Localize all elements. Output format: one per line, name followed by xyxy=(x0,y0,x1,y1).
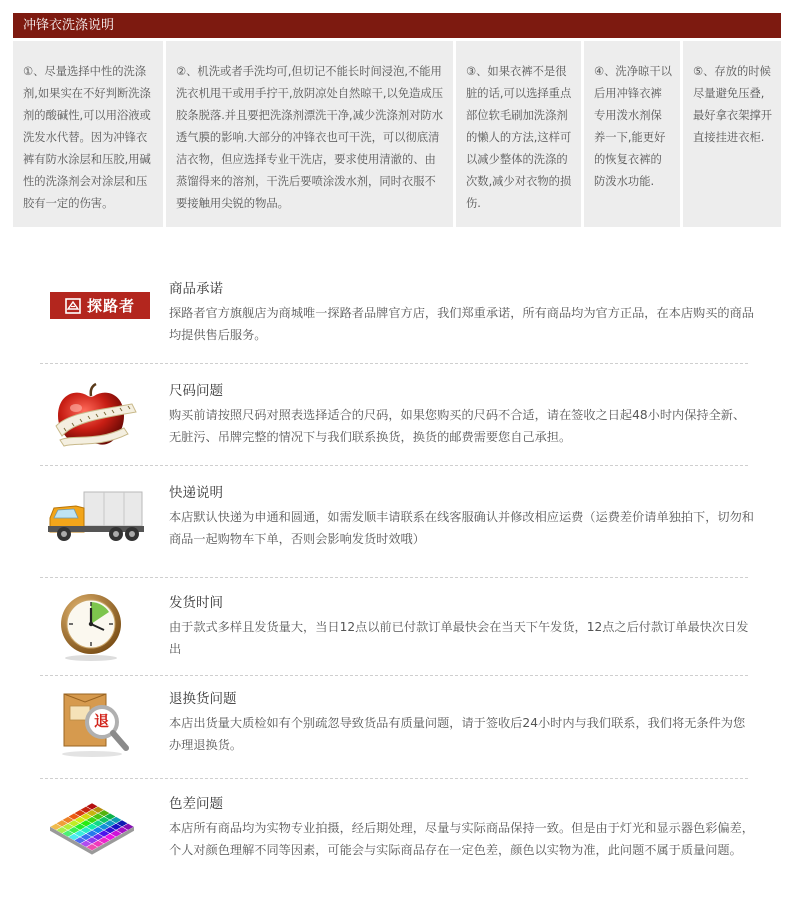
service-description: 由于款式多样且发货量大，当日12点以前已付款订单最快会在当天下午发货，12点之后付款订单最快次日发出 xyxy=(169,620,749,656)
service-color-difference xyxy=(0,795,790,885)
color-palette-icon xyxy=(40,795,150,865)
divider xyxy=(40,778,748,779)
service-description: 本店默认快递为申通和圆通，如需发顺丰请联系在线客服确认并修改相应运费（运费差价请单独拍下，切勿和商品一起购物车下单，否则会影响发货时效哦） xyxy=(169,510,754,546)
brand-text: 探路者 xyxy=(86,297,135,315)
return-char: 退 xyxy=(94,712,110,730)
service-description: 购买前请按照尺码对照表选择适合的尺码，如果您购买的尺码不合适，请在签收之日起48小时内保持全新、无脏污、吊牌完整的情况下与我们联系换货，换货的邮费需要您自己承担。 xyxy=(169,408,746,444)
wash-instructions-table xyxy=(13,41,781,227)
wash-instruction-5: ⑤、存放的时候尽量避免压叠,最好拿衣架撑开直接挂进衣柜. xyxy=(683,41,781,227)
service-title: 尺码问题 xyxy=(169,383,223,399)
brand-logo-icon xyxy=(40,280,150,350)
wash-instruction-1: ①、尽量选择中性的洗涤剂,如果实在不好判断洗涤剂的酸碱性,可以用浴液或洗发水代替。因为冲锋衣裤有防水涂层和压胶,用碱性的洗涤剂会对涂层和压胶有一定的伤害。 xyxy=(13,41,163,227)
service-promise xyxy=(0,280,790,370)
service-title: 发货时间 xyxy=(169,595,223,611)
wash-instruction-2: ②、机洗或者手洗均可,但切记不能长时间浸泡,不能用洗衣机甩干或用手拧干,放阴凉处自然晾干,以免造成压胶条脱落.并且要把洗涤剂漂洗干净,减少洗涤剂对防水透气膜的影响.大部分的冲锋衣也可干洗，可以彻底清洁衣物，但应选择专业干洗店，要求使用清澈的、由蒸馏得来的溶剂，干洗后要喷涂泼水剂，同时衣服不要接触用尖锐的物品。 xyxy=(166,41,453,227)
service-shipping-time xyxy=(0,594,790,684)
wash-title: 冲锋衣洗涤说明 xyxy=(13,13,781,38)
service-title: 商品承诺 xyxy=(169,281,223,297)
divider xyxy=(40,577,748,578)
divider xyxy=(40,675,748,676)
apple-tape-measure-icon xyxy=(40,382,150,452)
service-title: 色差问题 xyxy=(169,796,223,812)
divider xyxy=(40,465,748,466)
divider xyxy=(40,363,748,364)
brand-mark-icon xyxy=(65,298,81,314)
wash-instruction-3: ③、如果衣裤不是很脏的话,可以选择重点部位软毛刷加洗涤剂的懒人的方法,这样可以减少整体的洗涤的次数,减少对衣物的损伤. xyxy=(456,41,581,227)
service-description: 本店出货量大质检如有个别疏忽导致货品有质量问题，请于签收后24小时内与我们联系，我们将无条件为您办理退换货。 xyxy=(169,716,746,752)
service-title: 退换货问题 xyxy=(169,691,237,707)
service-description: 本店所有商品均为实物专业拍摄，经后期处理，尽量与实际商品保持一致。但是由于灯光和显示器色彩偏差，个人对颜色理解不同等因素，可能会与实际商品存在一定色差，颜色以实物为准，此问题不属于质量问题。 xyxy=(169,821,754,857)
service-title: 快递说明 xyxy=(169,485,223,501)
delivery-truck-icon xyxy=(40,484,150,554)
clock-icon xyxy=(40,594,150,664)
wash-instruction-4: ④、洗净晾干以后用冲锋衣裤专用泼水剂保养一下,能更好的恢复衣裤的防泼水功能. xyxy=(584,41,680,227)
service-size xyxy=(0,382,790,472)
service-returns xyxy=(0,690,790,780)
service-description: 探路者官方旗舰店为商城唯一探路者品牌官方店，我们郑重承诺，所有商品均为官方正品，在本店购买的商品均提供售后服务。 xyxy=(169,306,754,342)
service-delivery xyxy=(0,484,790,574)
return-package-icon xyxy=(40,690,150,760)
